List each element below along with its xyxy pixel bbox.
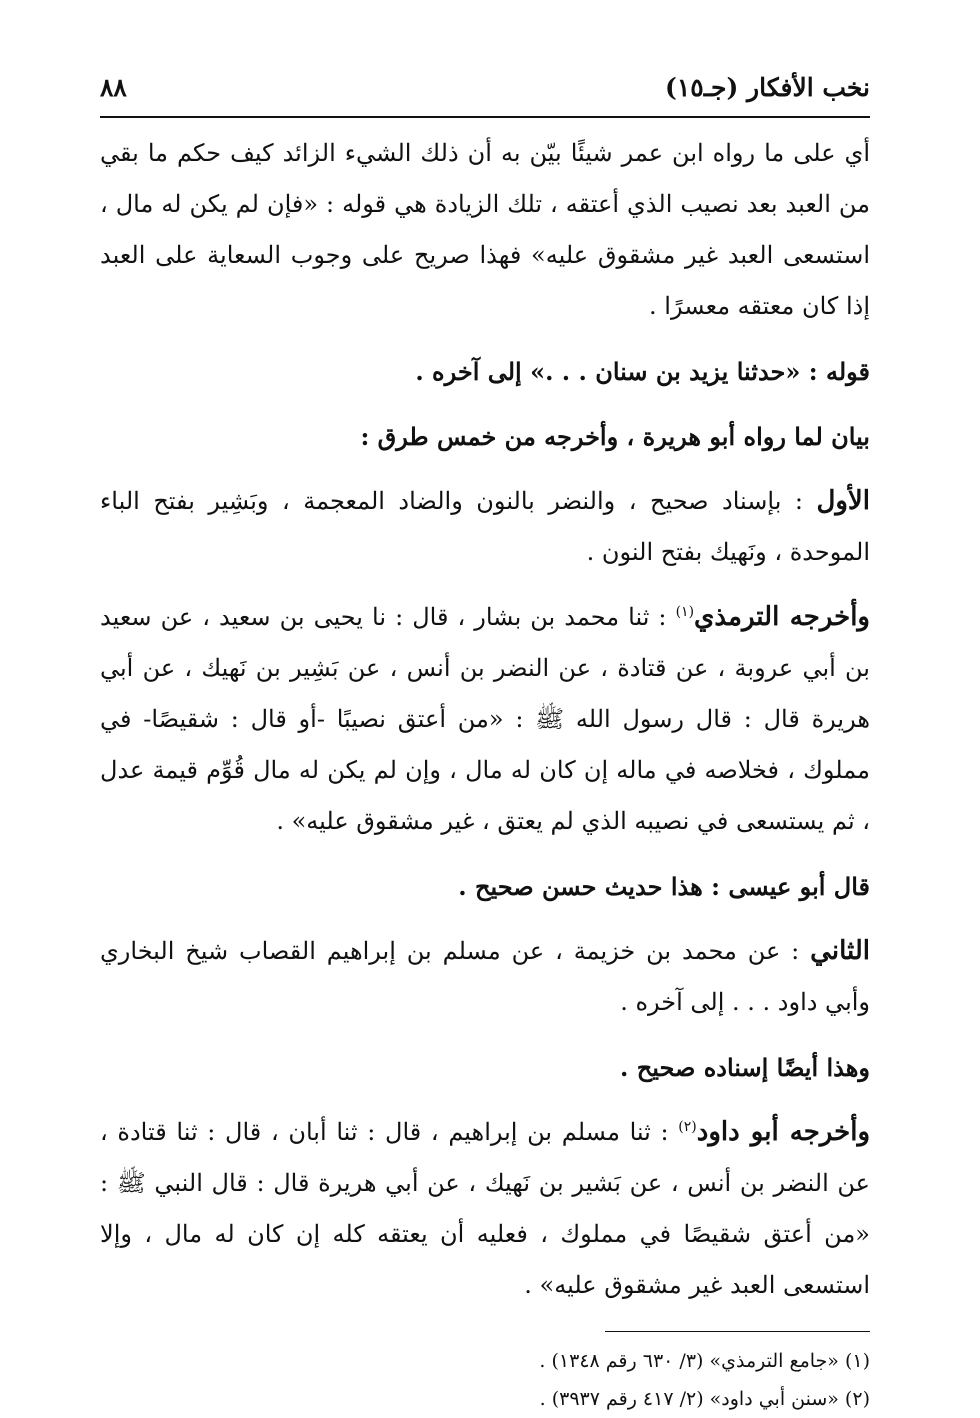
paragraph-tirmidhi	[100, 592, 870, 847]
paragraph-abu-dawud	[100, 1107, 870, 1311]
abu-dawud-label: وأخرجه أبو داود	[696, 1117, 870, 1147]
paragraph-abu-isa: قال أبو عيسى : هذا حديث حسن صحيح .	[458, 872, 870, 901]
paragraph-isnad-sahih: وهذا أيضًا إسناده صحيح .	[620, 1053, 870, 1082]
tirmidhi-label: وأخرجه الترمذي	[694, 602, 870, 632]
second-route-label: الثاني	[810, 936, 870, 966]
footnotes	[100, 1342, 870, 1418]
tirmidhi-text: : ثنا محمد بن بشار ، قال : نا يحيى بن سعيد ، عن سعيد بن أبي عروبة ، عن قتادة ، عن النضر بن أنس ، عن بَشِير بن نَهيك ، عن أبي هريرة قال : قال رسول الله ﷺ : «من أعتق نصيبًا -أو قال : شقيصًا- في مملوك ، فخلاصه في ماله إن كان له مال ، وإن لم يكن له مال قُوِّم قيمة عدل ، ثم يستسعى في نصيبه الذي لم يعتق ، غير مشقوق عليه» .	[100, 603, 870, 835]
paragraph-commentary: أي على ما رواه ابن عمر شيئًا بيّن به أن ذلك الشيء الزائد كيف حكم ما بقي من العبد بعد نصيب الذي أعتقه ، تلك الزيادة هي قوله : «فإن لم يكن له مال ، استسعى العبد غير مشقوق عليه» فهذا صريح على وجوب السعاية على العبد إذا كان معتقه معسرًا .	[100, 139, 870, 320]
footnote-1: (١) «جامع الترمذي» (٣/ ٦٣٠ رقم ١٣٤٨) .	[539, 1350, 870, 1372]
paragraph-second-route	[100, 926, 870, 1028]
footnote-2: (٢) «سنن أبي داود» (٢/ ٤١٧ رقم ٣٩٣٧) .	[539, 1388, 870, 1410]
first-route-text: : بإسناد صحيح ، والنضر بالنون والضاد المعجمة ، وبَشِير بفتح الباء الموحدة ، ونَهيك بفتح النون .	[100, 487, 870, 566]
page	[100, 62, 870, 1418]
paragraph-first-route	[100, 476, 870, 578]
first-route-label: الأول	[816, 486, 870, 516]
footnote-divider	[605, 1331, 870, 1332]
footnote-ref-1[interactable]: (١)	[675, 604, 695, 620]
footnote-ref-2[interactable]: (٢)	[678, 1119, 697, 1135]
header-divider	[100, 116, 870, 118]
second-route-text: : عن محمد بن خزيمة ، عن مسلم بن إبراهيم القصاب شيخ البخاري وأبي داود . . . إلى آخره .	[100, 937, 870, 1016]
page-number: ٨٨	[100, 72, 127, 102]
page-header	[100, 62, 870, 112]
abu-dawud-text: : ثنا مسلم بن إبراهيم ، قال : ثنا أبان ، قال : ثنا قتادة ، عن النضر بن أنس ، عن بَشير بن نَهيك ، عن أبي هريرة قال : قال النبي ﷺ : «من أعتق شقيصًا في مملوك ، فعليه أن يعتقه كله إن كان له مال ، وإلا استسعى العبد غير مشقوق عليه» .	[100, 1118, 871, 1299]
main-text	[100, 128, 870, 1311]
paragraph-qawluhu: قوله : «حدثنا يزيد بن سنان . . .» إلى آخره .	[415, 357, 870, 386]
paragraph-bayan: بيان لما رواه أبو هريرة ، وأخرجه من خمس طرق :	[360, 422, 870, 451]
book-title: نخب الأفكار (جـ١٥)	[664, 72, 870, 102]
